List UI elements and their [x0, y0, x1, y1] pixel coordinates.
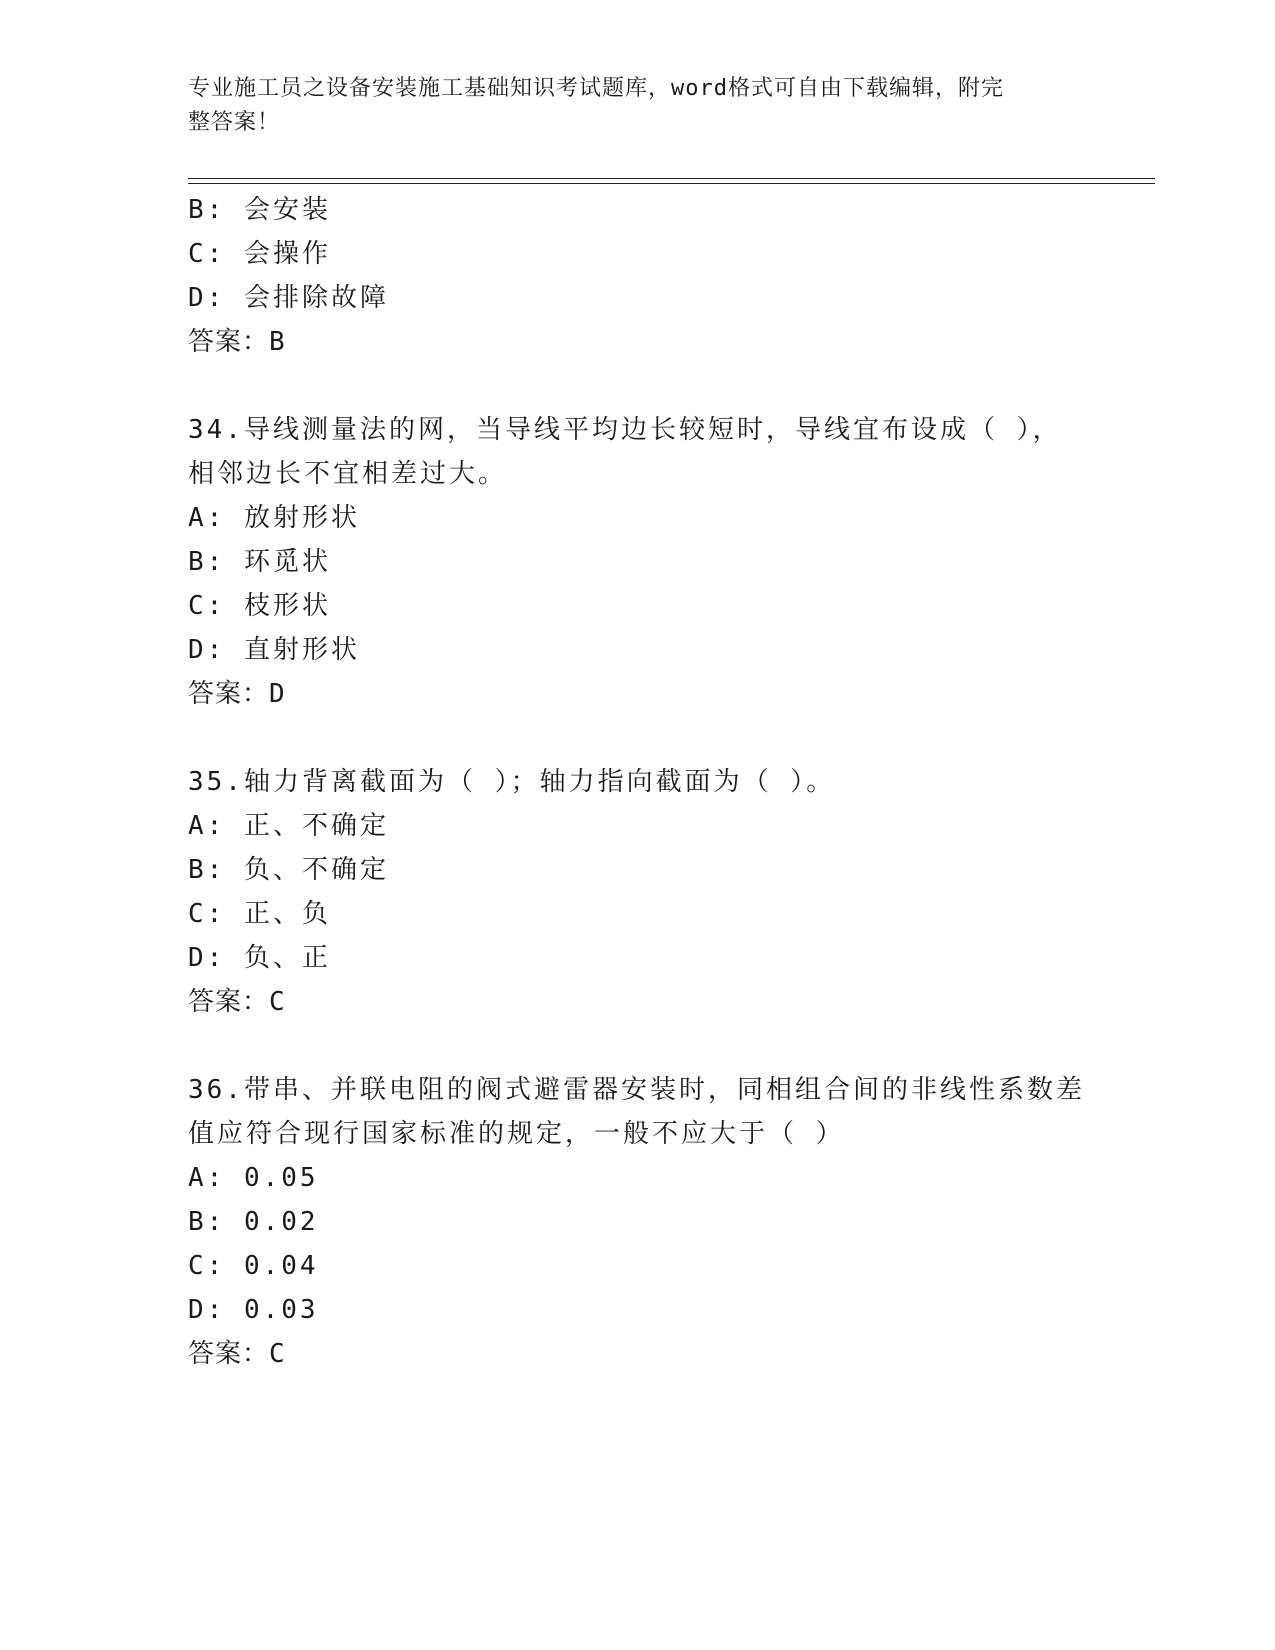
- q33-option-d: D: 会排除故障: [188, 283, 389, 313]
- header-line-2: 整答案！: [188, 110, 281, 135]
- q34-option-a: A: 放射形状: [188, 503, 360, 533]
- q34-answer: 答案：D: [188, 679, 286, 709]
- q33-answer: 答案：B: [188, 327, 286, 357]
- q34-option-d: D: 直射形状: [188, 635, 360, 665]
- q36-answer: 答案：C: [188, 1339, 286, 1369]
- q34-stem-line-1: 34.导线测量法的网，当导线平均边长较短时，导线宜布设成（ ），: [188, 415, 1062, 445]
- q36-stem-line-2: 值应符合现行国家标准的规定，一般不应大于（ ）: [188, 1119, 845, 1149]
- q35-option-a: A: 正、不确定: [188, 811, 389, 841]
- header-divider-top: [188, 178, 1155, 179]
- q36-option-a: A: 0.05: [188, 1163, 319, 1193]
- q33-option-c: C: 会操作: [188, 239, 331, 269]
- q36-stem-line-1: 36.带串、并联电阻的阀式避雷器安装时，同相组合间的非线性系数差: [188, 1075, 1085, 1105]
- header-divider-bottom: [188, 183, 1155, 184]
- q35-option-b: B: 负、不确定: [188, 855, 389, 885]
- header-line-1: 专业施工员之设备安装施工基础知识考试题库，word格式可自由下载编辑，附完: [188, 76, 1004, 101]
- q36-option-d: D: 0.03: [188, 1295, 319, 1325]
- q36-option-b: B: 0.02: [188, 1207, 319, 1237]
- q33-option-b: B: 会安装: [188, 195, 331, 225]
- q35-option-c: C: 正、负: [188, 899, 331, 929]
- q34-option-c: C: 枝形状: [188, 591, 331, 621]
- q34-option-b: B: 环觅状: [188, 547, 331, 577]
- q35-option-d: D: 负、正: [188, 943, 331, 973]
- q35-stem-line-1: 35.轴力背离截面为（ ）；轴力指向截面为（ ）。: [188, 767, 836, 797]
- q35-answer: 答案：C: [188, 987, 286, 1017]
- q36-option-c: C: 0.04: [188, 1251, 319, 1281]
- q34-stem-line-2: 相邻边长不宜相差过大。: [188, 459, 508, 489]
- document-header: [188, 72, 1068, 140]
